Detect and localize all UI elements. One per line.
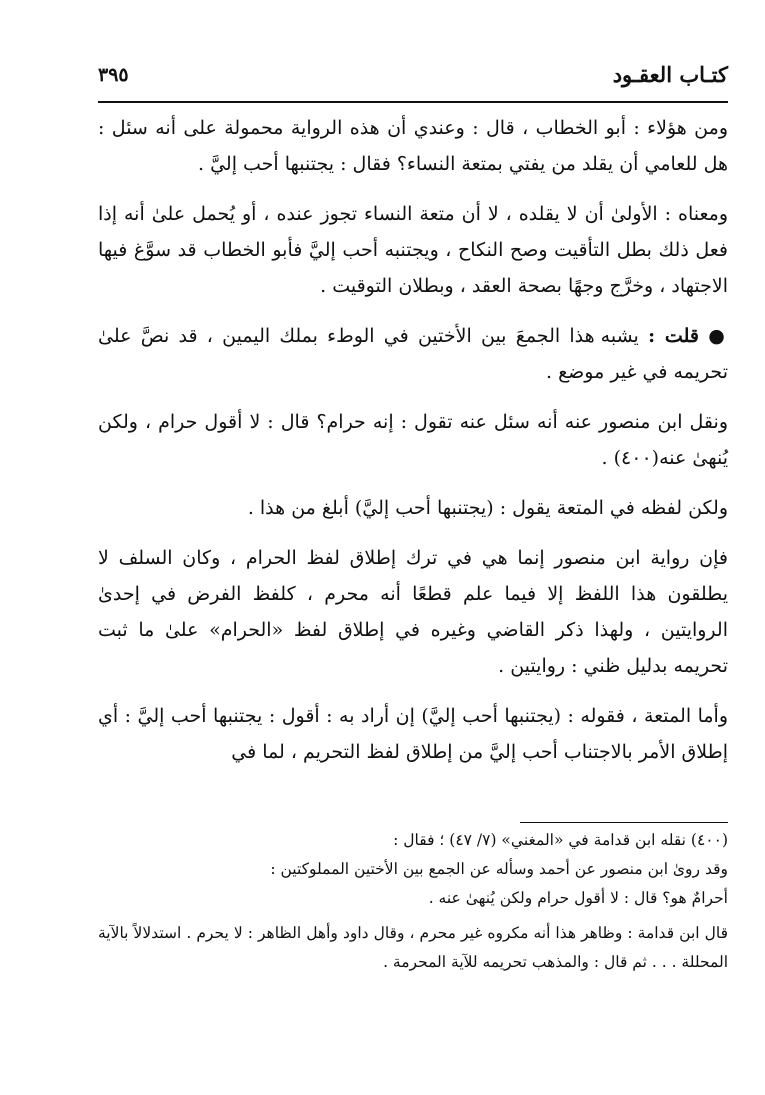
bullet-icon: ● [708, 325, 728, 347]
running-title: كتـاب العقـود [612, 62, 728, 87]
header-divider [98, 101, 728, 103]
note-label: قلت : [648, 325, 699, 347]
footnote-line: أحرامٌ هو؟ قال : لا أقول حرام ولكن يُنهىٰ عنه . [428, 889, 728, 907]
note-text: يشبه هذا الجمعَ بين الأختين في الوطء بملك اليمين ، قد نصَّ علىٰ تحريمه في غير موضع . [98, 325, 728, 383]
page-header [98, 60, 728, 100]
footnotes [98, 826, 728, 977]
paragraph-6: وأما المتعة ، فقوله : (يجتنبها أحب إليَّ) إن أراد به : أقول : يجتنبها أحب إليَّ : أي إطلاق الأمر بالاجتناب أحب إليَّ من إطلاق لفظ التحريم ، لما في [98, 705, 728, 763]
page-number: ٣٩٥ [98, 64, 129, 86]
paragraph-5: فإن رواية ابن منصور إنما هي في ترك إطلاق لفظ الحرام ، وكان السلف لا يطلقون هذا اللفظ إلا فيما علم قطعًا أنه محرم ، كلفظ الفرض في إحدىٰ الروايتين ، ولهذا ذكر القاضي وغيره في إطلاق لفظ «الحرام» علىٰ ما ثبت تحريمه بدليل ظني : روايتين . [98, 547, 728, 677]
author-note [98, 318, 728, 390]
main-text [98, 110, 728, 774]
paragraph-2: ومعناه : الأولىٰ أن لا يقلده ، لا أن متعة النساء تجوز عنده ، أو يُحمل علىٰ أنه إذا فعل ذلك بطل التأقيت وصح النكاح ، ويجتنبه أحب إليَّ فأبو الخطاب قد سوَّغ فيها الاجتهاد ، وخرَّج وجهًا بصحة العقد ، وبطلان التوقيت . [98, 203, 728, 297]
footnote-400: (٤٠٠) نقله ابن قدامة في «المغني» (٧/ ٤٧) ؛ فقال : [393, 831, 728, 849]
footnote-line: قال ابن قدامة : وظاهر هذا أنه مكروه غير محرم ، وقال داود وأهل الظاهر : لا يحرم . استدلالاً بالآية المحللة . . . ثم قال : والمذهب تحريمه للآية المحرمة . [98, 924, 728, 971]
paragraph-1: ومن هؤلاء : أبو الخطاب ، قال : وعندي أن هذه الرواية محمولة على أنه سئل : هل للعامي أن يقلد من يفتي بمتعة النساء؟ فقال : يجتنبها أحب إليَّ . [98, 117, 728, 175]
paragraph-4: ولكن لفظه في المتعة يقول : (يجتنبها أحب إليَّ) أبلغ من هذا . [247, 497, 728, 519]
paragraph-3: ونقل ابن منصور عنه أنه سئل عنه تقول : إنه حرام؟ قال : لا أقول حرام ، ولكن يُنهىٰ عنه(٤٠٠) . [98, 411, 728, 469]
footnote-line: وقد روىٰ ابن منصور عن أحمد وسأله عن الجمع بين الأختين المملوكتين : [270, 860, 728, 878]
footnote-divider [520, 822, 728, 823]
